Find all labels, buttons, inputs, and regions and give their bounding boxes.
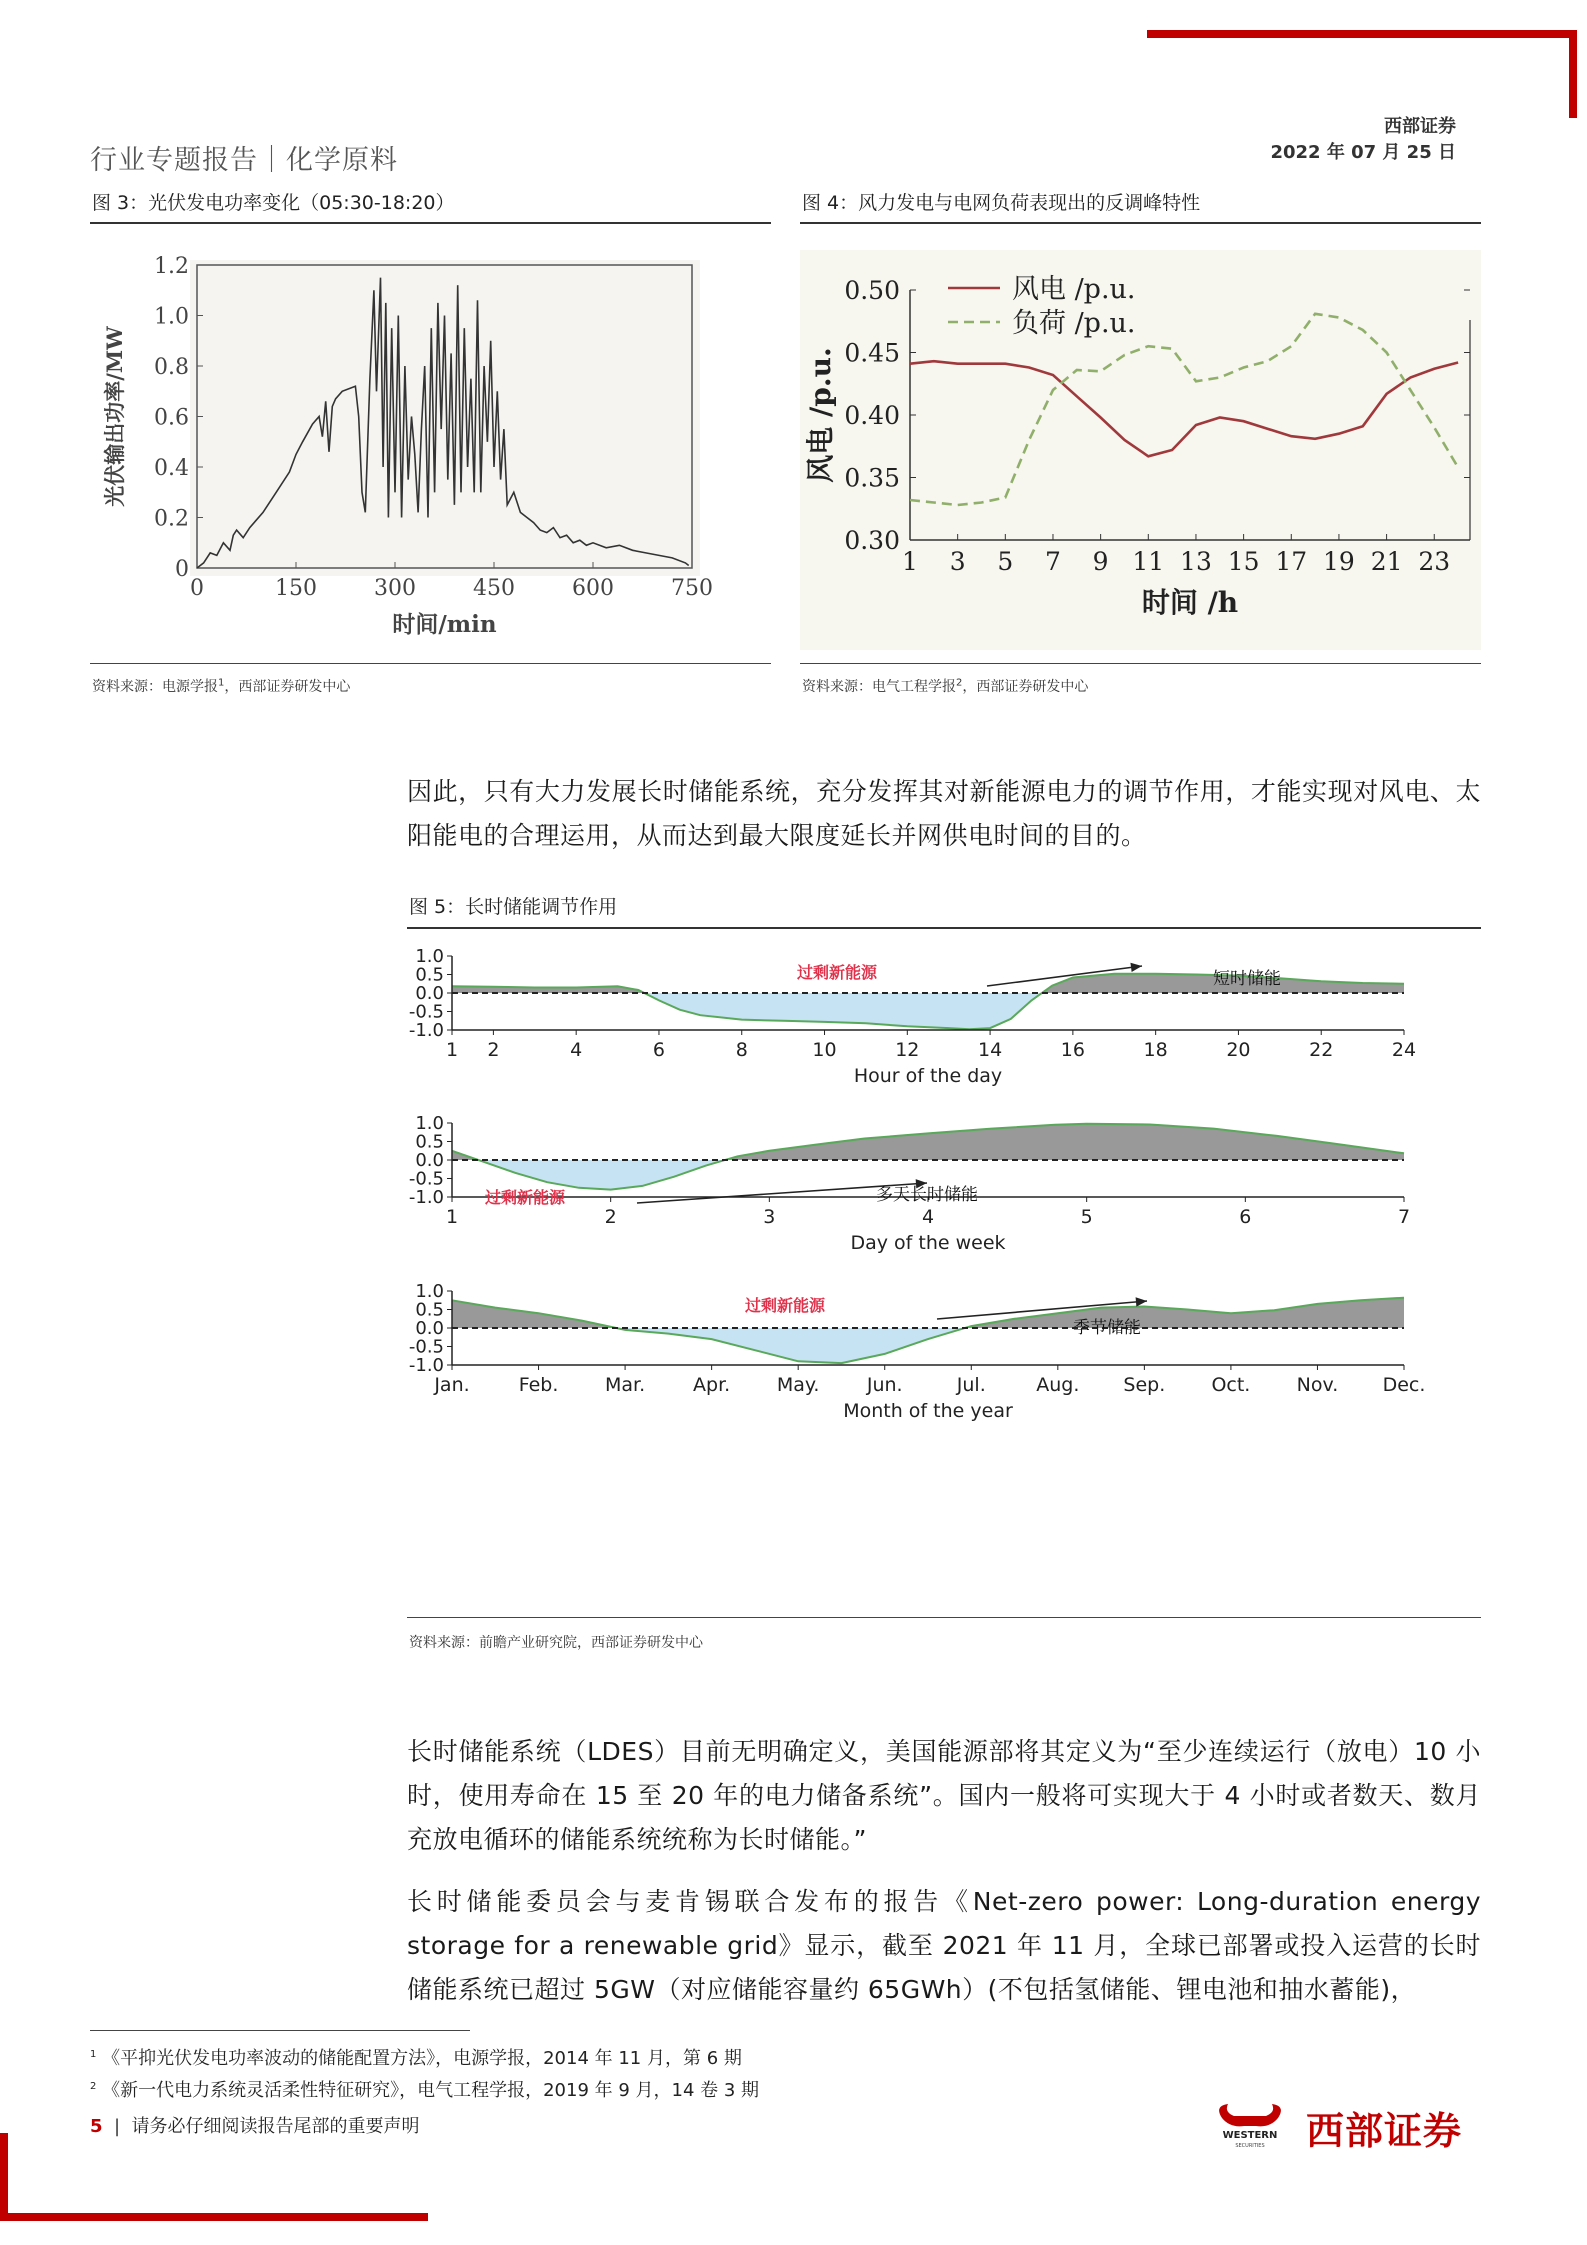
fig5-xtick-label: 3 — [763, 1206, 776, 1228]
fig4-legend-label: 负荷 /p.u. — [1012, 308, 1136, 339]
fig5-storage-label: 多天长时储能 — [876, 1185, 978, 1205]
fig5-ytick-label: 1.0 — [415, 946, 444, 967]
fig3-xtick-label: 300 — [374, 576, 416, 601]
fig5-xtick-label: Apr. — [693, 1374, 731, 1396]
fig5-ytick-label: -0.5 — [408, 1001, 444, 1023]
fig3-ylabel: 光伏输出功率/MW — [102, 326, 127, 507]
report-date: 2022 年 07 月 25 日 — [1270, 142, 1456, 163]
fig5-ytick-label: -0.5 — [408, 1168, 444, 1190]
fig4-xtick-label: 7 — [1045, 547, 1061, 576]
fig5-ytick-label: 0.0 — [415, 1150, 444, 1171]
fig4-ylabel: 风电 /p.u. — [804, 347, 837, 483]
fig4-ytick-label: 0.30 — [844, 526, 900, 555]
fig5-xlabel: Hour of the day — [853, 1065, 1003, 1087]
fig4-ytick-label: 0.40 — [844, 401, 900, 430]
fig4-xtick-label: 21 — [1370, 547, 1403, 576]
fig5-ytick-label: 1.0 — [415, 1113, 444, 1134]
fig4-source — [802, 676, 1088, 696]
fig5-xtick-label: 18 — [1143, 1039, 1168, 1061]
fig5-xtick-label: May. — [776, 1374, 820, 1396]
fig5-xtick-label: 1 — [445, 1039, 459, 1061]
fig3-ytick-label: 1.2 — [154, 254, 189, 279]
fig5-panel-3 — [409, 1281, 1426, 1422]
fig3-xtick-label: 450 — [473, 576, 515, 601]
footnote-1 — [90, 2044, 742, 2070]
logo-en-sub: SECURITIES — [1235, 2143, 1265, 2149]
fig5-panel-2 — [409, 1113, 1410, 1254]
fig5-xtick-label: 20 — [1226, 1039, 1251, 1061]
fig5-xtick-label: 14 — [977, 1039, 1003, 1061]
fig5-xlabel: Day of the week — [850, 1232, 1006, 1254]
fig5-xtick-label: Jul. — [956, 1374, 986, 1396]
fig4-xtick-label: 5 — [997, 547, 1014, 576]
fig4-source-sup: 2 — [956, 677, 963, 689]
fig4-xtick-label: 1 — [902, 547, 918, 576]
fig5-xtick-label: 6 — [652, 1039, 666, 1061]
fig5-ytick-label: 1.0 — [415, 1281, 444, 1302]
fig3-ytick-label: 0.4 — [154, 456, 189, 481]
fig5-excess-annotation: 过剩新能源 — [796, 963, 878, 982]
body-paragraph-2: 长时储能系统（LDES）目前无明确定义，美国能源部将其定义为“至少连续运行（放电）10 小时，使用寿命在 15 至 20 年的电力储备系统”。国内一般将可实现大于 4 小时或者数天、数月充放电循环的储能系统统称为长时储能。” — [407, 1737, 1481, 1854]
corner-decoration-bottom — [0, 2213, 428, 2221]
fig5-xtick-label: 2 — [604, 1206, 617, 1228]
fig4-xtick-label: 13 — [1180, 547, 1212, 576]
footnote-2-text: 《新一代电力系统灵活柔性特征研究》，电气工程学报，2019 年 9 月，14 卷 3 期 — [102, 2080, 760, 2101]
fig5-xtick-label: 4 — [570, 1039, 583, 1061]
fig3-ytick-label: 0.2 — [154, 506, 189, 532]
fig3-ytick-label: 1.0 — [154, 304, 189, 330]
fig4-source-text: 资料来源：电气工程学报 — [802, 679, 956, 695]
fig5-ytick-label: -1.0 — [408, 1020, 444, 1041]
footnote-1-text: 《平抑光伏发电功率波动的储能配置方法》，电源学报，2014 年 11 月，第 6 期 — [102, 2048, 742, 2069]
footnote-2-number: 2 — [90, 2081, 97, 2092]
fig3-xtick-label: 0 — [190, 576, 204, 601]
fig5-xtick-label: Feb. — [518, 1374, 559, 1396]
fig3-xtick-label: 150 — [275, 576, 317, 601]
fig5-xtick-label: 4 — [921, 1206, 935, 1228]
fig4-xtick-label: 9 — [1092, 547, 1109, 576]
page-number: 5 — [90, 2116, 103, 2137]
fig3-xlabel: 时间/min — [392, 611, 497, 638]
fig3-source-tail: ，西部证券研发中心 — [224, 679, 351, 695]
company-logo-text: 西部证券 — [1306, 2109, 1463, 2153]
fig5-xtick-label: 8 — [735, 1039, 748, 1061]
fig3-bottom-rule — [90, 663, 771, 664]
fig5-xtick-label: 1 — [445, 1206, 459, 1228]
fig3-xtick-label: 750 — [671, 576, 713, 601]
body-paragraph-3: 长时储能委员会与麦肯锡联合发布的报告《Net-zero power: Long-duration energy storage for a renewable grid》显示，截至 2021 年 11 月，全球已部署或投入运营的长时储能系统已超过 5GW（对应储能容量约 65GWh）(不包括氢储能、锂电池和抽水蓄能)， — [407, 1887, 1481, 2004]
fig4-ytick-label: 0.45 — [844, 338, 900, 368]
fig3-xtick-label: 600 — [572, 576, 614, 601]
footnote-1-number: 1 — [90, 2049, 97, 2060]
page-footer: 5 | 请务必仔细阅读报告尾部的重要声明 — [90, 2116, 420, 2137]
footnote-2 — [90, 2076, 759, 2102]
fig5-xtick-label: 7 — [1397, 1206, 1411, 1228]
fig3-chart — [92, 240, 722, 650]
fig3-ytick-label: 0.8 — [154, 355, 189, 380]
fig4-bottom-rule — [800, 663, 1481, 664]
disclaimer-notice: 请务必仔细阅读报告尾部的重要声明 — [131, 2116, 420, 2137]
fig5-bottom-rule — [407, 1617, 1481, 1618]
fig4-legend-label: 风电 /p.u. — [1012, 274, 1136, 305]
fig5-source: 资料来源：前瞻产业研究院，西部证券研发中心 — [409, 1635, 703, 1651]
fig5-ytick-label: -0.5 — [408, 1336, 444, 1358]
fig5-xtick-label: Aug. — [1036, 1374, 1080, 1396]
fig5-ytick-label: 0.5 — [415, 964, 444, 986]
fig5-xtick-label: 12 — [895, 1039, 920, 1061]
fig5-ytick-label: 0.5 — [415, 1299, 444, 1321]
fig5-xtick-label: 6 — [1239, 1206, 1252, 1228]
corner-decoration-top-vertical — [1569, 30, 1577, 118]
fig5-xtick-label: Jan. — [434, 1374, 470, 1396]
fig3-source-text: 资料来源：电源学报 — [92, 679, 218, 695]
fig3-caption: 图 3：光伏发电功率变化（05:30-18:20） — [92, 192, 455, 214]
fig4-source-tail: ，西部证券研发中心 — [962, 679, 1089, 695]
footnote-divider — [90, 2030, 470, 2031]
fig5-xtick-label: 2 — [487, 1039, 500, 1061]
fig3-source-sup: 1 — [218, 677, 225, 689]
fig5-xtick-label: 24 — [1391, 1039, 1417, 1061]
fig5-ytick-label: -1.0 — [408, 1355, 444, 1376]
fig5-xtick-label: 16 — [1060, 1039, 1085, 1061]
fig4-xtick-label: 17 — [1275, 547, 1308, 576]
fig4-ytick-label: 0.50 — [844, 276, 900, 305]
fig5-xtick-label: 10 — [812, 1039, 837, 1061]
fig5-ytick-label: 0.0 — [415, 1318, 444, 1339]
fig5-panel-1 — [409, 946, 1416, 1087]
fig4-xtick-label: 11 — [1132, 547, 1165, 576]
logo-en-text: WESTERN — [1222, 2130, 1278, 2141]
fig4-xlabel: 时间 /h — [1141, 586, 1239, 619]
fig4-ytick-label: 0.35 — [844, 463, 900, 493]
fig3-top-rule — [90, 222, 771, 224]
fig5-storage-label: 季节储能 — [1073, 1318, 1141, 1338]
fig5-xtick-label: Sep. — [1123, 1374, 1166, 1396]
fig5-xtick-label: 22 — [1309, 1039, 1334, 1061]
bull-logo-icon — [1200, 2100, 1300, 2150]
fig3-source — [92, 676, 350, 696]
fig5-xtick-label: Mar. — [605, 1374, 646, 1396]
header-brand: 西部证券 — [1384, 116, 1456, 137]
fig3-ytick-label: 0 — [175, 557, 189, 582]
fig5-xtick-label: Nov. — [1296, 1374, 1339, 1396]
fig3-plot-background — [190, 260, 700, 576]
fig5-xtick-label: Dec. — [1382, 1374, 1426, 1396]
fig4-xtick-label: 3 — [949, 547, 966, 576]
fig4-xtick-label: 15 — [1227, 547, 1260, 576]
fig5-storage-label: 短时储能 — [1213, 969, 1281, 989]
body-paragraph-1: 因此，只有大力发展长时储能系统，充分发挥其对新能源电力的调节作用，才能实现对风电、太阳能电的合理运用，从而达到最大限度延长并网供电时间的目的。 — [407, 777, 1481, 850]
fig4-xtick-label: 19 — [1323, 547, 1355, 576]
company-logo-mark — [1200, 2100, 1300, 2150]
fig5-xtick-label: 5 — [1080, 1206, 1093, 1228]
corner-decoration-top — [1147, 30, 1577, 38]
fig5-xlabel: Month of the year — [843, 1400, 1013, 1422]
fig4-chart — [800, 250, 1481, 650]
fig3-ytick-label: 0.6 — [154, 405, 189, 431]
fig5-excess-annotation: 过剩新能源 — [484, 1188, 566, 1207]
fig5-ytick-label: 0.5 — [415, 1131, 444, 1153]
fig4-caption: 图 4：风力发电与电网负荷表现出的反调峰特性 — [802, 192, 1201, 214]
fig4-xtick-label: 23 — [1418, 547, 1451, 576]
fig5-arrow-head — [1130, 963, 1142, 972]
corner-decoration-bottom-vertical — [0, 2133, 8, 2221]
fig5-xtick-label: Oct. — [1211, 1374, 1251, 1396]
fig5-xtick-label: Jun. — [866, 1374, 903, 1396]
fig5-ytick-label: 0.0 — [415, 983, 444, 1004]
fig5-excess-annotation: 过剩新能源 — [744, 1296, 826, 1315]
fig4-top-rule — [800, 222, 1481, 224]
fig5-top-rule — [407, 927, 1481, 929]
fig5-excess-area — [452, 1298, 1404, 1363]
report-category-title: 行业专题报告｜化学原料 — [90, 145, 398, 176]
fig5-ytick-label: -1.0 — [408, 1187, 444, 1208]
fig5-caption: 图 5：长时储能调节作用 — [409, 896, 618, 918]
fig5-chart — [407, 936, 1481, 1576]
